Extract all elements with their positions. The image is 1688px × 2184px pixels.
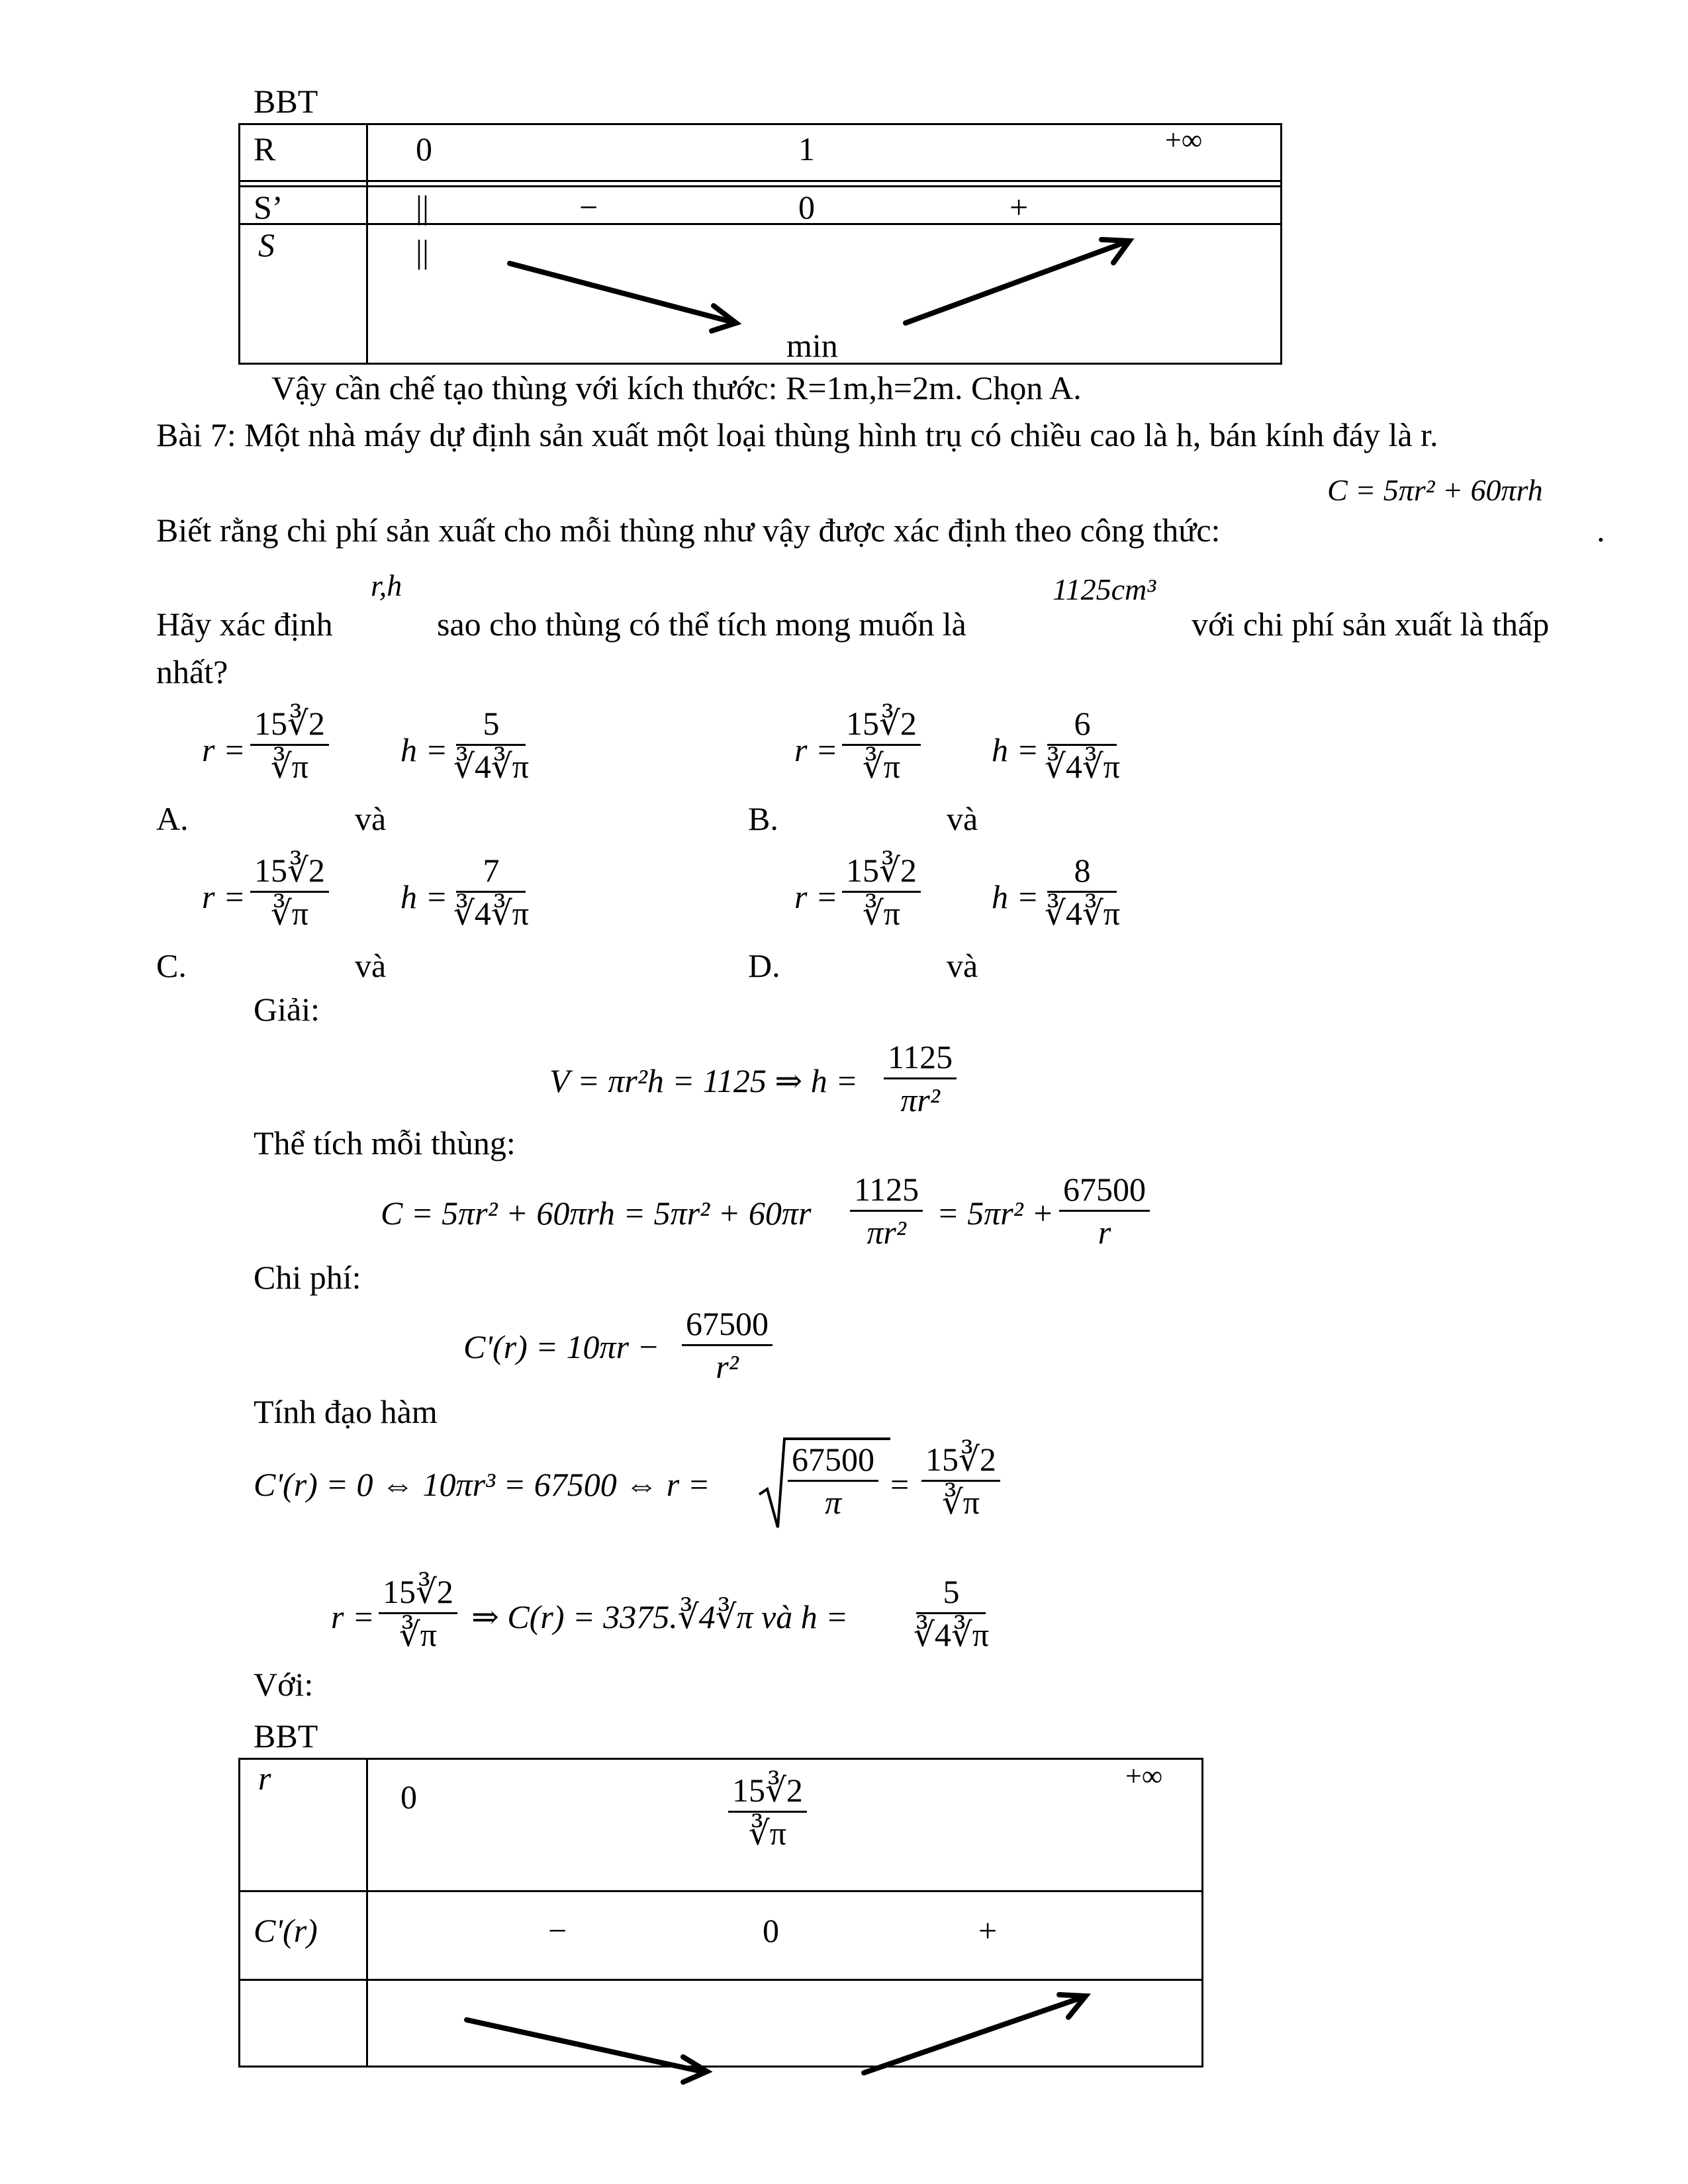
volume-heading: Thể tích mỗi thùng: [254,1124,516,1161]
choice-c-label[interactable]: C. [156,947,187,984]
choice-a-and: và [355,800,387,837]
table2-r-0: 0 [400,1778,417,1815]
choice-c-r-eq: r = [202,878,246,915]
choice-a-h-eq: h = [400,731,448,768]
eq2-part-b: = 5πr² + [937,1195,1054,1232]
choice-b-and: và [947,800,978,837]
table2-arrows [0,1919,1688,2091]
eq1-frac: $\frac{1125}{\text{πr²}}$ [884,1040,957,1116]
eq3-left: C'(r) = 10πr − [463,1328,660,1365]
choice-d-h-frac: $\frac{8}{∛4∛\pi}$ [1045,852,1120,932]
table2-r-inf: +∞ [1125,1760,1163,1792]
choice-c-and: và [355,947,387,984]
choice-a-r-frac: $\frac{15∛2}{∛\pi}$ [250,707,329,783]
table1-sprime-zero: 0 [798,189,815,226]
choice-d-r-frac: $\frac{15∛2}{∛\pi}$ [842,854,921,930]
table2-cprime-minus: − [548,1912,567,1949]
table1-s-bar: || [416,233,430,270]
choice-d-and: và [947,947,978,984]
eq2-frac-2: $\frac{67500}{r}$ [1059,1173,1150,1249]
eq5-h-frac: $\frac{5}{∛4∛\pi}$ [914,1573,989,1653]
table1-sprime-minus: − [579,189,598,226]
cost-formula: C = 5πr² + 60πrh [1327,473,1543,507]
table1-header-r: R [254,130,276,167]
eq4-equals: = [890,1466,910,1503]
choice-b-r-frac: $\frac{15∛2}{∛\pi}$ [842,707,921,783]
choice-b-h-eq: h = [992,731,1039,768]
table2-row-line [238,1890,1203,1892]
table2-cprime-plus: + [978,1912,998,1949]
choice-b-label[interactable]: B. [748,800,778,837]
eq3-frac: $\frac{67500}{\text{r²}}$ [682,1307,773,1383]
choice-c-r-frac: $\frac{15∛2}{∛\pi}$ [250,854,329,930]
eq5-middle: ⇒ C(r) = 3375.∛4∛π và h = [471,1598,848,1635]
table1-sprime-plus: + [1009,189,1029,226]
choice-c-h-eq: h = [400,878,448,915]
eq1-left: V = πr²h = 1125 ⇒ h = [549,1062,859,1099]
target-volume: 1125cm³ [1053,572,1156,606]
choice-a-h-frac: $\frac{5}{∛4∛\pi}$ [453,705,529,785]
choice-d-label[interactable]: D. [748,947,780,984]
solution-heading: Giải: [254,991,320,1028]
conclusion-1: Vậy cần chế tạo thùng với kích thước: R=1m,h=2m. Chọn A. [271,369,1082,406]
table2-cprime-zero: 0 [763,1912,779,1949]
choice-b-h-frac: $\frac{6}{∛4∛\pi}$ [1045,705,1120,785]
eq4-radical-frac: $\frac{67500}{\pi}$ [788,1443,878,1519]
decreasing-arrow [510,263,733,322]
table1-r-inf: +∞ [1165,124,1203,156]
table2-label: BBT [254,1717,318,1754]
table2-header-cprime: C'(r) [254,1912,318,1949]
with-heading: Với: [254,1666,314,1703]
choice-d-r-eq: r = [794,878,838,915]
variables-rh: r,h [371,569,402,602]
problem-line-3a: Hãy xác định [156,606,333,643]
eq2-frac-1: $\frac{1125}{\text{πr²}}$ [850,1173,923,1249]
table1-arrows [0,0,1688,397]
increasing-arrow [906,242,1125,323]
table1-sprime-bar: || [416,189,430,226]
eq5-r: r = [331,1598,375,1635]
table1-min-label: min [786,327,838,364]
eq4-result-frac: $\frac{15∛2}{∛\pi}$ [921,1443,1000,1519]
table1-header-s: S [258,226,275,263]
choice-c-h-frac: $\frac{7}{∛4∛\pi}$ [453,852,529,932]
choice-a-r-eq: r = [202,731,246,768]
problem-line-3b: sao cho thùng có thể tích mong muốn là [437,606,966,643]
table2-r-critical: $\frac{15∛2}{∛\pi}$ [728,1774,807,1850]
cost-heading: Chi phí: [254,1259,361,1296]
eq4-left: C'(r) = 0 ⇔ 10πr³ = 67500 ⇔ r = [254,1466,710,1503]
table1-r-0: 0 [416,130,432,167]
table1-label: BBT [254,83,318,120]
table1-header-sprime: S’ [254,189,283,226]
problem-line-4: nhất? [156,653,228,690]
table1-r-1: 1 [798,130,815,167]
eq2-part-a: C = 5πr² + 60πrh = 5πr² + 60πr [381,1195,812,1232]
problem-line-1: Bài 7: Một nhà máy dự định sản xuất một loại thùng hình trụ có chiều cao là h, bán kính đáy là r. [156,416,1438,453]
choice-b-r-eq: r = [794,731,838,768]
choice-d-h-eq: h = [992,878,1039,915]
eq4-radical-sign [758,1435,784,1534]
derivative-heading: Tính đạo hàm [254,1393,438,1430]
problem-line-2-end: . [1597,512,1605,549]
increasing-arrow [864,1997,1082,2073]
choice-a-label[interactable]: A. [156,800,189,837]
table2-header-r: r [258,1760,271,1797]
problem-line-3c: với chi phí sản xuất là thấp [1192,606,1550,643]
decreasing-arrow [467,2020,702,2071]
problem-line-2: Biết rằng chi phí sản xuất cho mỗi thùng như vậy được xác định theo công thức: [156,512,1221,549]
eq5-r-frac: $\frac{15∛2}{∛\pi}$ [379,1575,457,1651]
